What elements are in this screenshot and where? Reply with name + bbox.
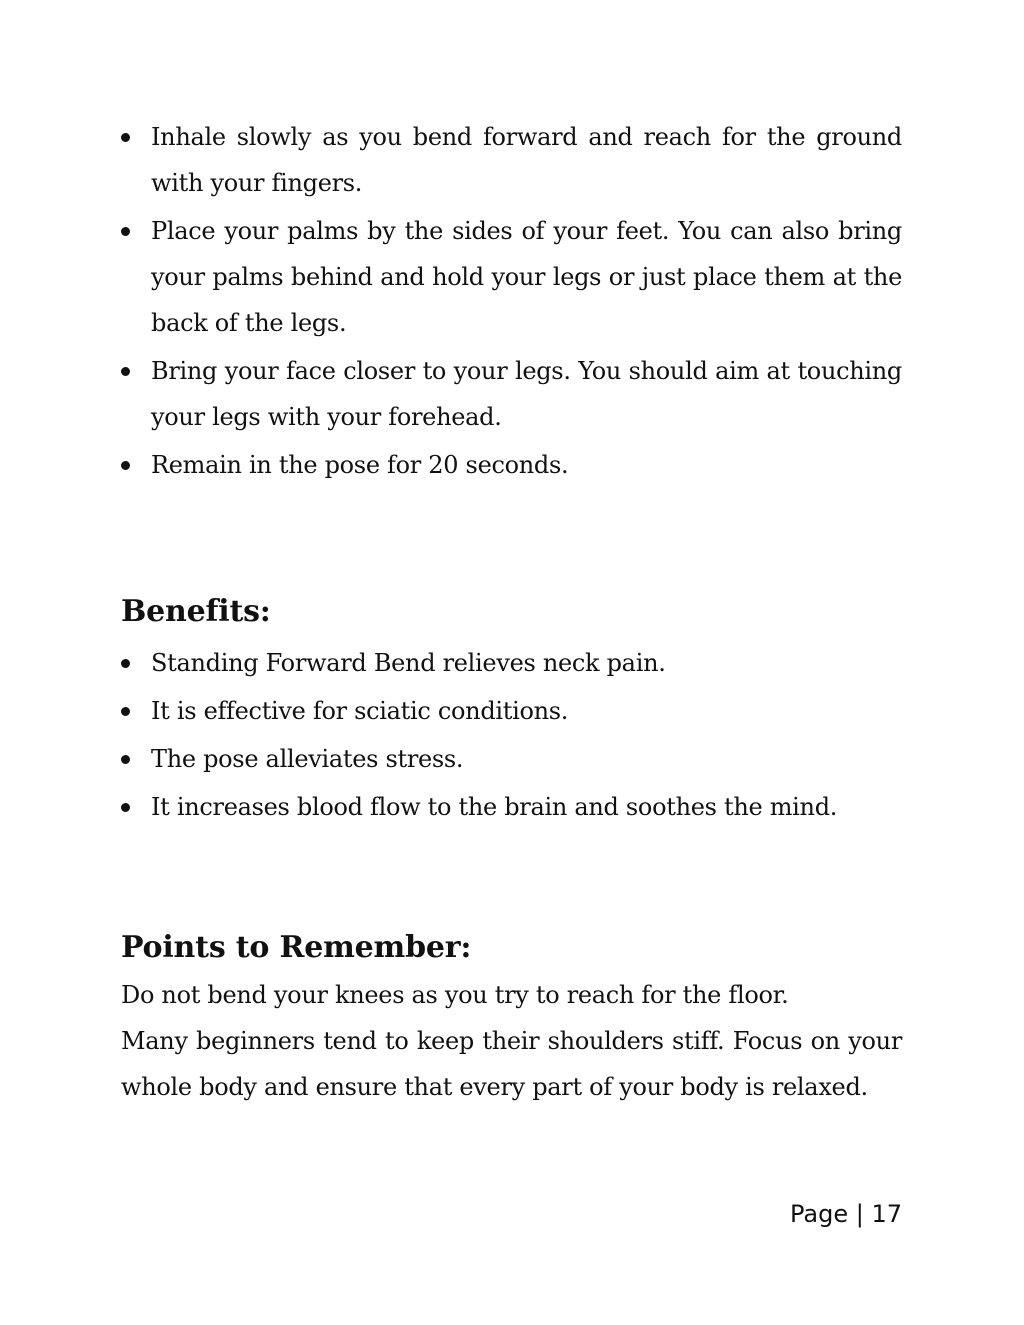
paragraph: Do not bend your knees as you try to reach for the floor. <box>121 981 789 1009</box>
list-item <box>121 688 902 734</box>
list-item-text: It is effective for sciatic conditions. <box>151 697 569 725</box>
paragraph: Many beginners tend to keep their shoulders stiff. Focus on your whole body and ensure that every part of your body is relaxed. <box>121 1027 902 1101</box>
list-item <box>121 736 902 782</box>
list-item <box>121 348 902 440</box>
benefits-heading: Benefits: <box>121 594 271 629</box>
bullet-icon <box>121 227 130 236</box>
list-item-text: The pose alleviates stress. <box>151 745 464 773</box>
list-item-text: Place your palms by the sides of your feet. You can also bring your palms behind and hold your legs or just place them at the back of the legs. <box>151 217 902 337</box>
list-item <box>121 208 902 346</box>
bullet-icon <box>121 133 130 142</box>
list-item-text: It increases blood flow to the brain and soothes the mind. <box>151 793 838 821</box>
list-item-text: Inhale slowly as you bend forward and reach for the ground with your fingers. <box>151 123 902 197</box>
page-content <box>121 114 902 1110</box>
list-item <box>121 114 902 206</box>
list-item <box>121 640 902 686</box>
steps-list <box>121 114 902 488</box>
bullet-icon <box>121 659 130 668</box>
bullet-icon <box>121 367 130 376</box>
list-item <box>121 442 902 488</box>
bullet-icon <box>121 803 130 812</box>
list-item-text: Remain in the pose for 20 seconds. <box>151 451 569 479</box>
bullet-icon <box>121 707 130 716</box>
list-item <box>121 784 902 830</box>
list-item-text: Standing Forward Bend relieves neck pain. <box>151 649 666 677</box>
page-number: Page | 17 <box>790 1200 902 1228</box>
points-heading: Points to Remember: <box>121 930 472 965</box>
benefits-list <box>121 640 902 830</box>
bullet-icon <box>121 461 130 470</box>
list-item-text: Bring your face closer to your legs. You should aim at touching your legs with your forehead. <box>151 357 902 431</box>
bullet-icon <box>121 755 130 764</box>
